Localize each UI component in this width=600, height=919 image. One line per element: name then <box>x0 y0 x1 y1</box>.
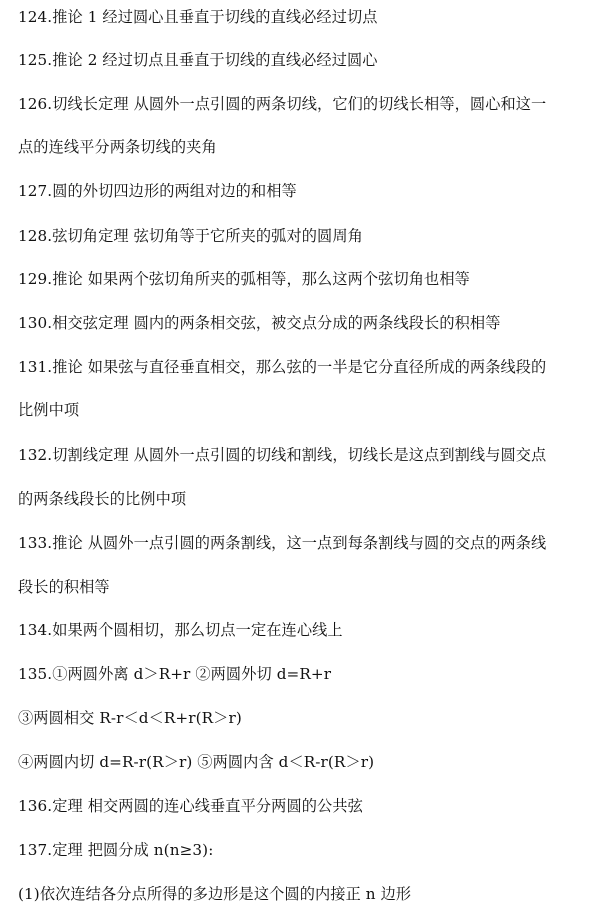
text-line: 137.定理 把圆分成 n(n≥3): <box>18 841 214 859</box>
text-line: 比例中项 <box>18 401 80 419</box>
text-line: 135.①两圆外离 d＞R+r ②两圆外切 d=R+r <box>18 665 332 683</box>
text-line: 127.圆的外切四边形的两组对边的和相等 <box>18 182 297 200</box>
text-line: ④两圆内切 d=R-r(R＞r) ⑤两圆内含 d＜R-r(R＞r) <box>18 753 375 771</box>
text-line: 点的连线平分两条切线的夹角 <box>18 138 217 156</box>
text-line: ③两圆相交 R-r＜d＜R+r(R＞r) <box>18 709 242 727</box>
text-line: 125.推论 2 经过切点且垂直于切线的直线必经过圆心 <box>18 51 378 69</box>
text-line: 段长的积相等 <box>18 578 110 596</box>
text-line: 129.推论 如果两个弦切角所夹的弧相等，那么这两个弦切角也相等 <box>18 270 470 288</box>
text-line: (1)依次连结各分点所得的多边形是这个圆的内接正 n 边形 <box>18 885 412 903</box>
text-line: 124.推论 1 经过圆心且垂直于切线的直线必经过切点 <box>18 8 378 26</box>
text-line: 132.切割线定理 从圆外一点引圆的切线和割线，切线长是这点到割线与圆交点 <box>18 446 547 464</box>
text-line: 134.如果两个圆相切，那么切点一定在连心线上 <box>18 621 343 639</box>
text-line: 136.定理 相交两圆的连心线垂直平分两圆的公共弦 <box>18 797 363 815</box>
text-line: 126.切线长定理 从圆外一点引圆的两条切线，它们的切线长相等，圆心和这一 <box>18 95 547 113</box>
text-line: 128.弦切角定理 弦切角等于它所夹的弧对的圆周角 <box>18 227 363 245</box>
text-line: 的两条线段长的比例中项 <box>18 490 187 508</box>
text-line: 133.推论 从圆外一点引圆的两条割线，这一点到每条割线与圆的交点的两条线 <box>18 534 547 552</box>
text-line: 130.相交弦定理 圆内的两条相交弦，被交点分成的两条线段长的积相等 <box>18 314 501 332</box>
text-line: 131.推论 如果弦与直径垂直相交，那么弦的一半是它分直径所成的两条线段的 <box>18 358 547 376</box>
